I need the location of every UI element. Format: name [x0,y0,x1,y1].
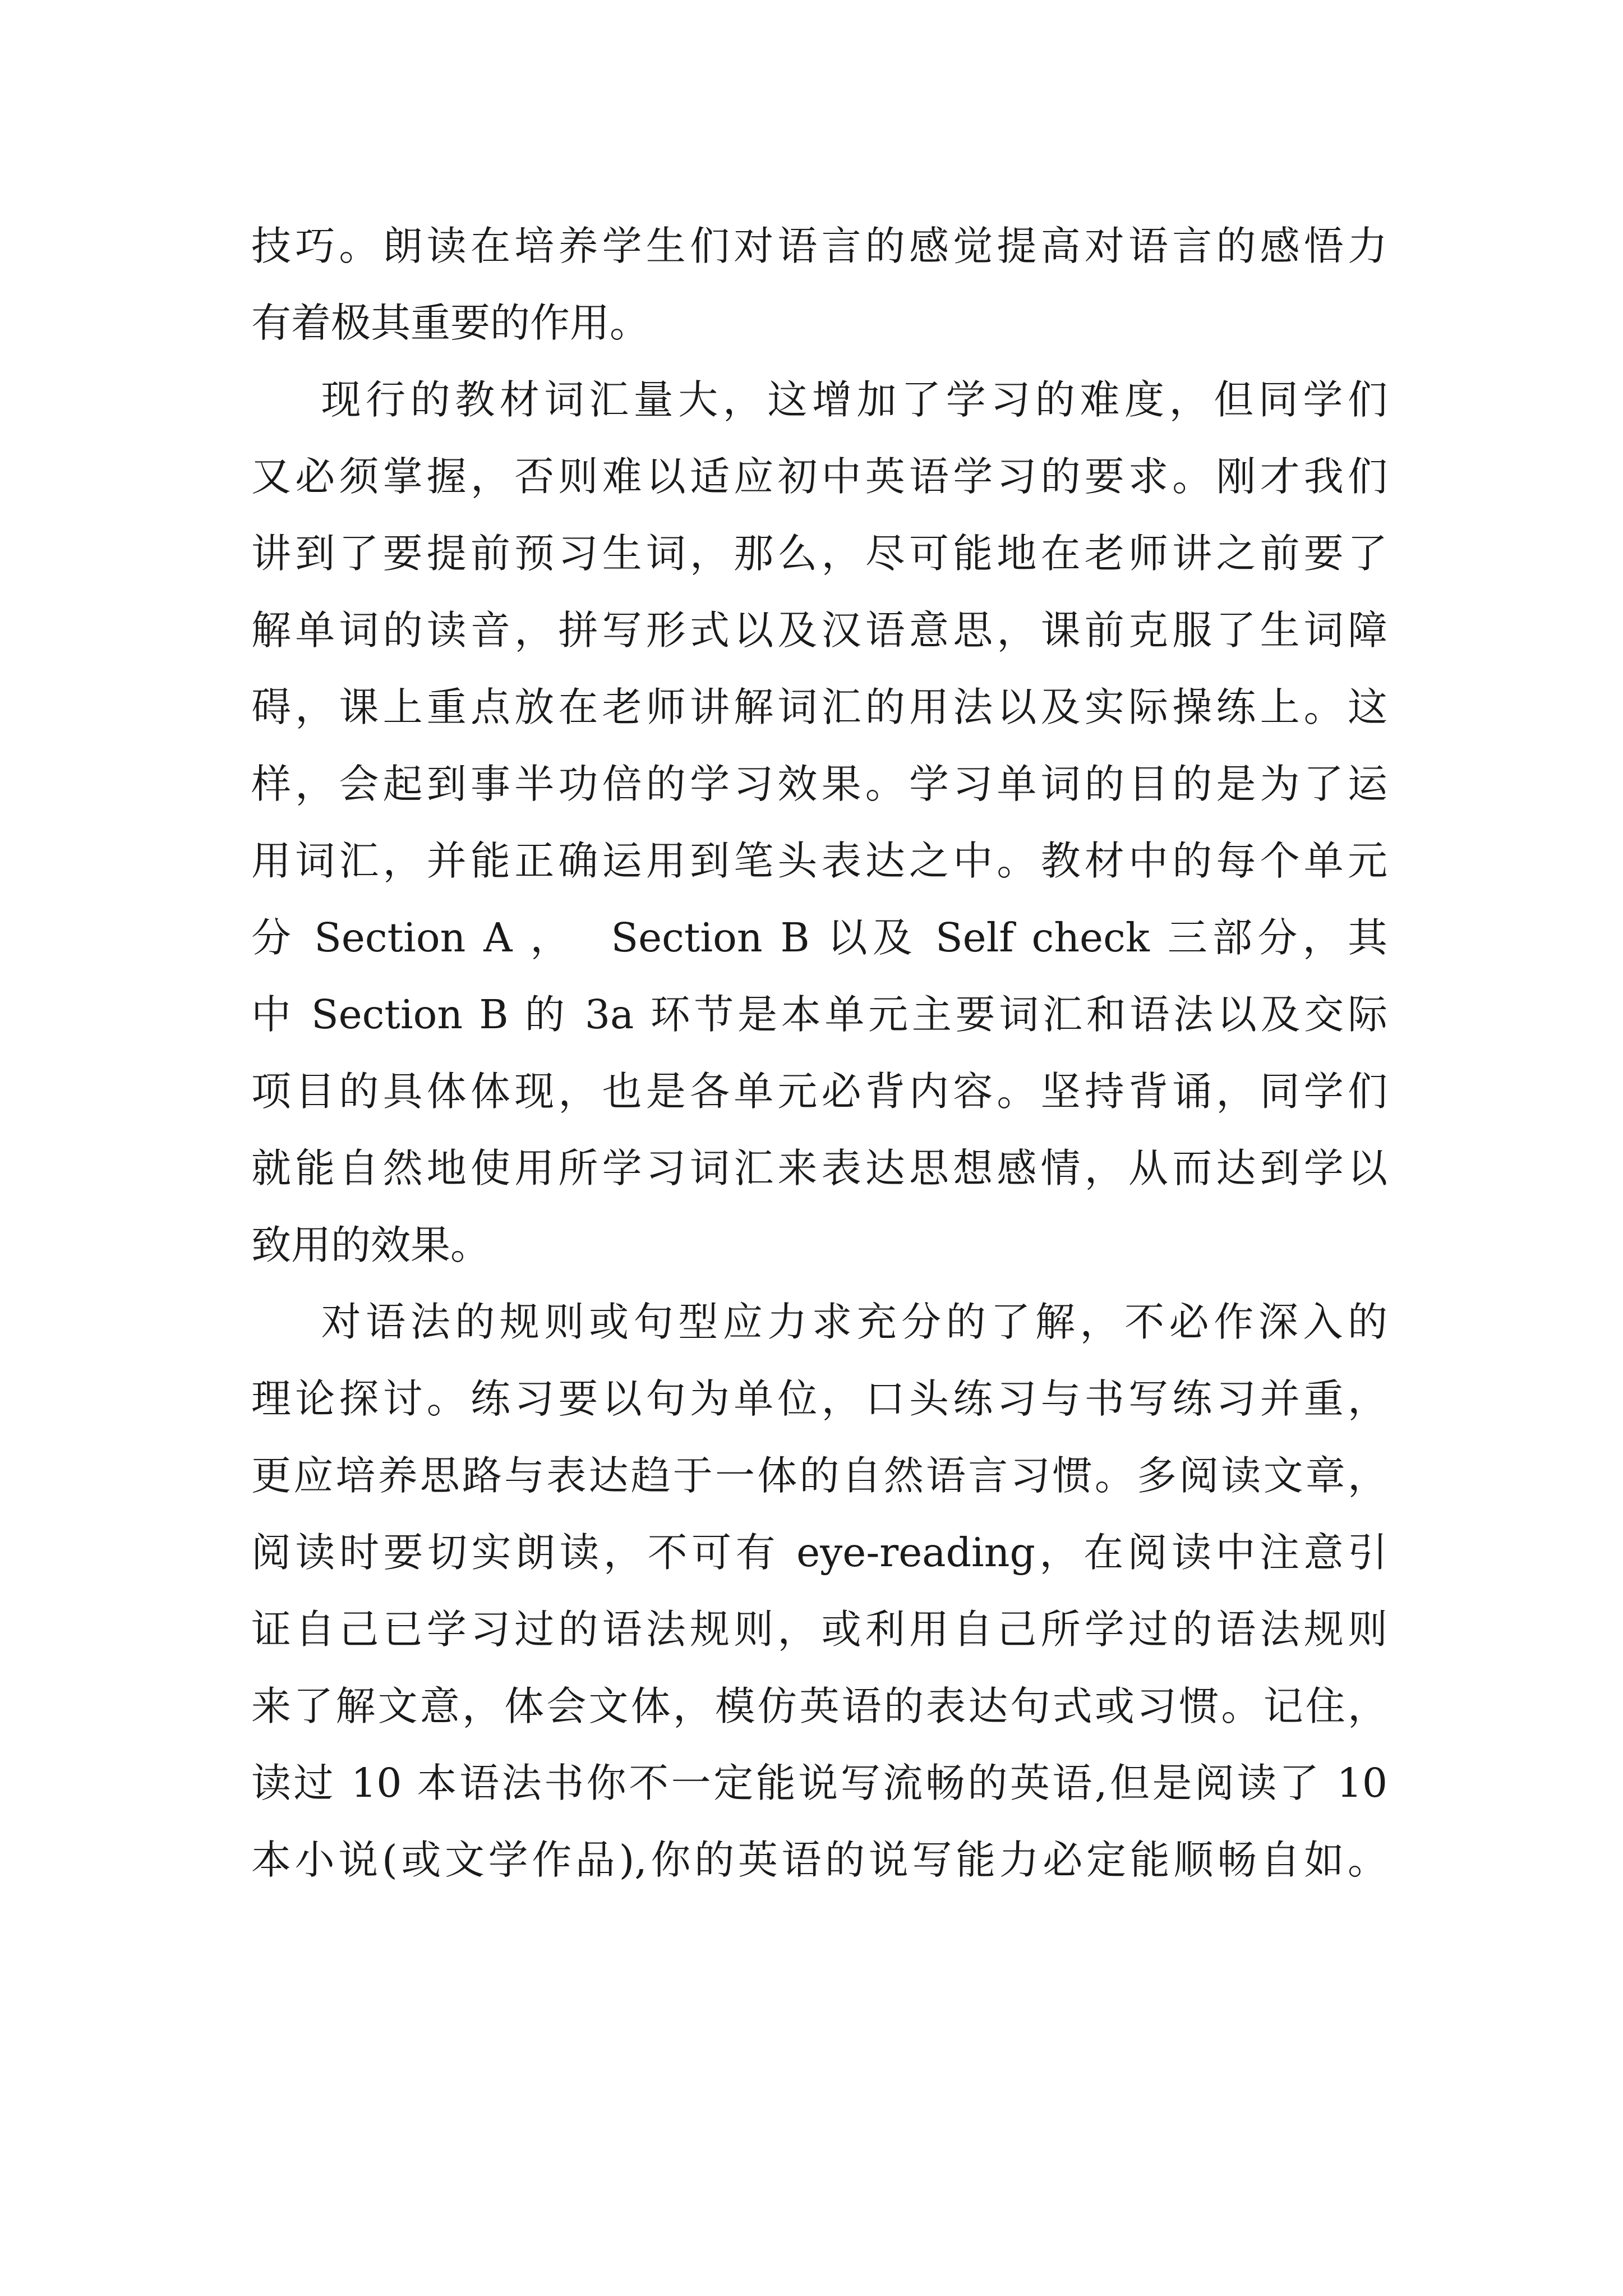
text-line: 本小说(或文学作品),你的英语的说写能力必定能顺畅自如。 [251,1837,1387,1883]
text-line: 就能自然地使用所学习词汇来表达思想感情，从而达到学以 [251,1145,1387,1191]
text-line: 解单词的读音，拼写形式以及汉语意思，课前克服了生词障 [251,607,1387,654]
text-line: 阅读时要切实朗读，不可有 eye-reading，在阅读中注意引 [251,1529,1387,1576]
text-line: 读过 10 本语法书你不一定能说写流畅的英语,但是阅读了 10 [251,1760,1387,1806]
text-line: 对语法的规则或句型应力求充分的了解，不必作深入的 [251,1299,1387,1345]
text-line: 讲到了要提前预习生词，那么，尽可能地在老师讲之前要了 [251,530,1387,577]
text-line: 碍，课上重点放在老师讲解词汇的用法以及实际操练上。这 [251,684,1387,730]
paragraph-3 [251,1283,1387,1898]
text-line: 又必须掌握，否则难以适应初中英语学习的要求。刚才我们 [251,453,1387,500]
text-line: 现行的教材词汇量大，这增加了学习的难度，但同学们 [251,376,1387,423]
text-line: 理论探讨。练习要以句为单位，口头练习与书写练习并重， [251,1375,1387,1422]
paragraph-1 [251,208,1387,361]
paragraph-2 [251,361,1387,1283]
text-line: 用词汇，并能正确运用到笔头表达之中。教材中的每个单元 [251,838,1387,884]
text-line: 样，会起到事半功倍的学习效果。学习单词的目的是为了运 [251,761,1387,807]
text-line: 更应培养思路与表达趋于一体的自然语言习惯。多阅读文章， [251,1452,1387,1499]
text-line: 证自己已学习过的语法规则，或利用自己所学过的语法规则 [251,1606,1387,1653]
text-line: 项目的具体体现，也是各单元必背内容。坚持背诵，同学们 [251,1068,1387,1115]
text-line: 技巧。朗读在培养学生们对语言的感觉提高对语言的感悟力 [251,223,1387,269]
text-line: 来了解文意，体会文体，模仿英语的表达句式或习惯。记住， [251,1683,1387,1729]
text-line: 分 Section A ， Section B 以及 Self check 三部分，其 [251,914,1387,961]
text-line: 有着极其重要的作用。 [251,300,650,346]
text-line: 中 Section B 的 3a 环节是本单元主要词汇和语法以及交际 [251,991,1387,1038]
text-line: 致用的效果。 [251,1222,491,1268]
body-text [251,208,1387,1898]
